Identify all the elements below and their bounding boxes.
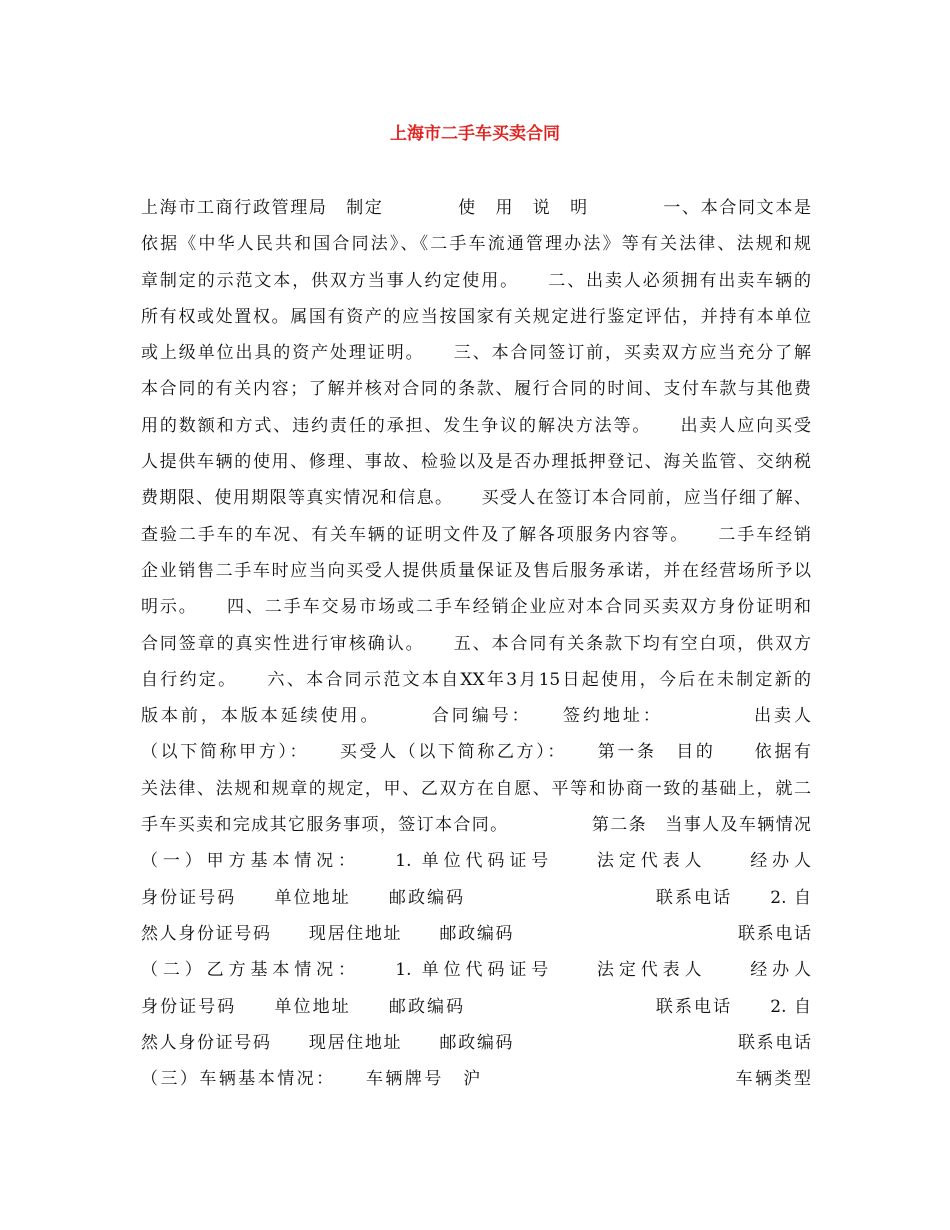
text-line: 然人身份证号码 现居住地址 邮政编码 联系电话	[141, 1032, 811, 1053]
text-line: （三）车辆基本情况： 车辆牌号 沪 车辆类型	[141, 1069, 811, 1090]
text-line: 然人身份证号码 现居住地址 邮政编码 联系电话	[141, 923, 811, 944]
text-line: 用的数额和方式、违约责任的承担、发生争议的解决方法等。 出卖人应向买受	[141, 415, 811, 436]
document-body	[141, 190, 811, 1097]
text-line: 本合同的有关内容；了解并核对合同的条款、履行合同的时间、支付车款与其他费	[141, 379, 811, 400]
text-line: 明示。 四、二手车交易市场或二手车经销企业应对本合同买卖双方身份证明和	[141, 597, 811, 618]
text-line: 所有权或处置权。属国有资产的应当按国家有关规定进行鉴定评估，并持有本单位	[141, 306, 811, 327]
text-line: 查验二手车的车况、有关车辆的证明文件及了解各项服务内容等。 二手车经销	[141, 524, 811, 545]
text-line: （二）乙方基本情况： 1. 单位代码证号 法定代表人 经办人	[141, 960, 811, 981]
text-line: 自行约定。 六、本合同示范文本自XX年3月15日起使用，今后在未制定新的	[141, 669, 811, 690]
text-line: 费期限、使用期限等真实情况和信息。 买受人在签订本合同前，应当仔细了解、	[141, 488, 811, 509]
text-line: （以下简称甲方）： 买受人（以下简称乙方）： 第一条 目的 依据有	[141, 742, 811, 763]
text-line: 身份证号码 单位地址 邮政编码 联系电话 2. 自	[141, 996, 811, 1017]
text-line: 企业销售二手车时应当向买受人提供质量保证及售后服务承诺，并在经营场所予以	[141, 560, 811, 581]
text-line: 人提供车辆的使用、修理、事故、检验以及是否办理抵押登记、海关监管、交纳税	[141, 452, 811, 473]
text-line: 版本前，本版本延续使用。 合同编号： 签约地址： 出卖人	[141, 706, 811, 727]
text-line: 章制定的示范文本，供双方当事人约定使用。 二、出卖人必须拥有出卖车辆的	[141, 270, 811, 291]
page-title: 上海市二手车买卖合同	[390, 124, 560, 144]
text-line: 手车买卖和完成其它服务事项，签订本合同。 第二条 当事人及车辆情况	[141, 815, 811, 836]
text-line: 关法律、法规和规章的规定，甲、乙双方在自愿、平等和协商一致的基础上，就二	[141, 778, 811, 799]
text-line: 身份证号码 单位地址 邮政编码 联系电话 2. 自	[141, 887, 811, 908]
text-line: （一）甲方基本情况： 1. 单位代码证号 法定代表人 经办人	[141, 851, 811, 872]
text-line: 上海市工商行政管理局 制定 使 用 说 明 一、本合同文本是	[141, 198, 811, 218]
text-line: 依据《中华人民共和国合同法》、《二手车流通管理办法》等有关法律、法规和规	[141, 234, 811, 255]
text-line: 或上级单位出具的资产处理证明。 三、本合同签订前，买卖双方应当充分了解	[141, 343, 811, 364]
text-line: 合同签章的真实性进行审核确认。 五、本合同有关条款下均有空白项，供双方	[141, 633, 811, 654]
